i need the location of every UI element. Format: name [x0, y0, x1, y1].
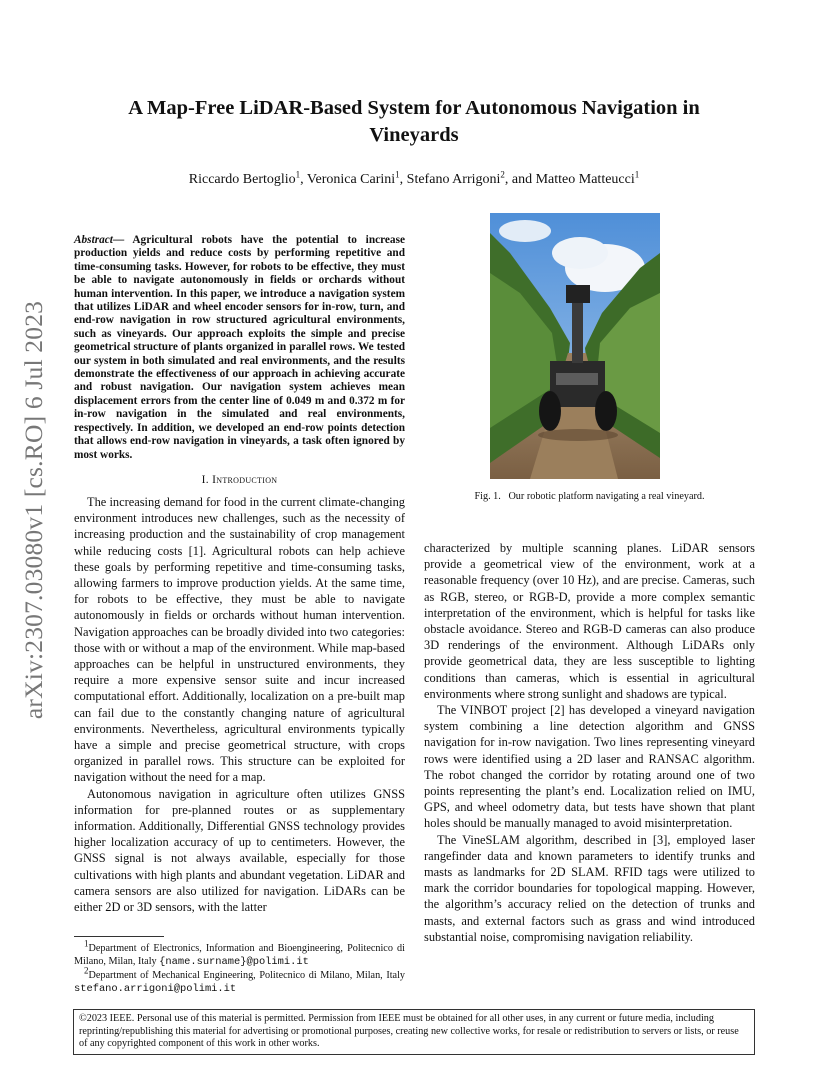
- author-name: Matteo Matteucci: [535, 172, 635, 187]
- abstract-dash: —: [112, 234, 125, 246]
- footnote: [74, 938, 405, 969]
- author-name: Veronica Carini: [306, 172, 396, 187]
- paragraph: characterized by multiple scanning planes. LiDAR sensors provide a geometrical view of the environment, work at a reasonable frequency (over 10 Hz), and are precise. Cameras, such as RGB, stereo, or RGB-D, provide a more complex semantic interpretation of the environment, which is helpful for tasks like obstacle avoidance. Stereo and RGB-D cameras can also produce 3D renderings of the environment. Although LiDARs only provide geometrical data, they are less susceptible to lighting conditions than cameras, which is essential in agricultural environments where strong sunlight and shadows are typical.: [424, 541, 755, 701]
- cloud: [499, 220, 551, 242]
- left-column-body: [74, 494, 405, 915]
- figure-vineyard-robot-photo: [490, 213, 660, 479]
- abstract-unit: m: [374, 394, 388, 407]
- abstract-value-real: 0.372: [349, 394, 375, 407]
- author-affiliation-mark: 1: [634, 169, 640, 180]
- footnote-email: {name.surname}@polimi.it: [159, 956, 309, 968]
- abstract-value-sim: 0.049: [286, 394, 312, 407]
- section-numeral: I.: [201, 474, 213, 486]
- figure-caption-text: Our robotic platform navigating a real vineyard.: [508, 491, 705, 502]
- copyright-notice: ©2023 IEEE. Personal use of this material is permitted. Permission from IEEE must be obtained for all other uses, in any current or future media, including reprinting/republishing this material for advertising or promotional purposes, creating new collective works, for resale or redistribution to servers or lists, or reuse of any copyrighted component of this work in other works.: [73, 1009, 755, 1055]
- section-heading-introduction: [74, 474, 405, 486]
- paragraph: The VineSLAM algorithm, described in [3], employed laser rangefinder data and known parameters to identify trunks and masts as landmarks for 2D SLAM. RFID tags were utilized to mark the corridor boundaries for topological mapping. However, the algorithm’s accuracy relied on the detection of trunks and masts, and external factors such as grass and wind introduced substantial noise, compromising navigation reliability.: [424, 832, 755, 944]
- author-separator: , and: [504, 172, 536, 187]
- abstract: [74, 234, 405, 462]
- robot-panel: [556, 373, 598, 385]
- footnote-text: Department of Mechanical Engineering, Politecnico di Milano, Milan, Italy: [88, 970, 405, 981]
- author-separator: ,: [300, 172, 307, 187]
- footnote-rule: [74, 936, 164, 937]
- right-column-body: [424, 540, 755, 945]
- arxiv-side-identifier: [12, 300, 56, 720]
- paragraph: Autonomous navigation in agriculture often utilizes GNSS information for pre-planned routes or as supplementary information. Additionally, Differential GNSS technology provides higher localization accuracy of up to centimeters. However, the GNSS signal is not always available, especially for those cultivations with high plants and abundant vegetation. LiDAR and camera sensors are also utilized for navigation. LiDARs can be either 2D or 3D sensors, with the latter: [74, 786, 405, 915]
- author-list: [90, 170, 738, 190]
- robot-sensor-head: [566, 285, 590, 303]
- footnotes: [74, 938, 405, 996]
- author-affiliation-mark: 1: [395, 169, 400, 180]
- robot-wheel-right: [595, 391, 617, 431]
- footnote-text: Department of Electronics, Information and Bioengineering, Politecnico di Milano, Milan, Italy: [74, 943, 405, 967]
- footnote-mark: 2: [84, 965, 89, 976]
- arxiv-id-text: arXiv:2307.03080v1 [cs.RO] 6 Jul 2023: [19, 300, 48, 720]
- abstract-text: and: [324, 394, 350, 407]
- footnote-email: stefano.arrigoni@polimi.it: [74, 983, 237, 995]
- robot-wheel-left: [539, 391, 561, 431]
- author-name: Riccardo Bertoglio: [188, 172, 296, 187]
- section-name: Introduction: [212, 474, 278, 486]
- author-name: Stefano Arrigoni: [406, 172, 501, 187]
- abstract-lead: Abstract: [74, 234, 113, 246]
- footnote: [74, 965, 405, 996]
- abstract-text: Agricultural robots have the potential to increase production yields and reduce costs by performing repetitive and time-consuming tasks. However, for robots to be effective, they must be able to navigate autonomously in fields or orchards without human intervention. In this paper, we introduce a navigation system that utilizes LiDAR and wheel encoder sensors for in-row, turn, and end-row navigation in row structured agricultural environments, such as vineyards. Our approach exploits the simple and precise geometrical structure of plants organized in parallel rows. We tested our system in both simulated and real environments, and the results demonstrate the effectiveness of our approach in achieving accurate and robust navigation. Our navigation system achieves mean displacement errors from the center line of: [74, 234, 405, 407]
- cloud: [552, 237, 608, 269]
- figure-caption-label: Fig. 1.: [474, 491, 501, 502]
- robot-shadow: [538, 429, 618, 441]
- figure-caption: [424, 491, 755, 502]
- footnote-mark: 1: [84, 938, 89, 949]
- author-affiliation-mark: 2: [500, 169, 505, 180]
- paragraph: The increasing demand for food in the current climate-changing environment introduces new challenges, such as the necessity of increasing production and the sustainability of crop management while reducing costs [1]. Agricultural robots can help achieve these goals by performing repetitive and time-consuming tasks, allowing farmers to improve production yields. At the same time, for robots to be effective, they must be able to navigate autonomously in fields or orchards without human intervention. Navigation approaches can be broadly divided into two categories: those with or without a map of the environment. While map-based approaches can be helpful in unstructured environments, they require a more expensive sensor suite and incur increased computational effort. Additionally, localization on a pre-built map can fail due to the constantly changing nature of agricultural environments. Nevertheless, agricultural environments typically have a simple and precise geometrical structure, with crops organized in parallel rows. This structure can be exploited for navigation without the need for a map.: [74, 495, 405, 785]
- paper-title: A Map-Free LiDAR-Based System for Autonomous Navigation in Vineyards: [128, 97, 700, 146]
- author-affiliation-mark: 1: [295, 169, 301, 180]
- paragraph: The VINBOT project [2] has developed a vineyard navigation system combining a line detection algorithm and GNSS navigation for in-row navigation. Two lines representing vineyard rows were identified using a 2D laser and RANSAC algorithm. The robot changed the corridor by rotating around one of two points representing the plant’s end. Localization relied on IMU, GPS, and wheel odometry data, but tests have shown that plant holes should be manually managed to avoid misinterpretation.: [424, 703, 755, 831]
- abstract-unit: m: [311, 394, 325, 407]
- author-separator: ,: [399, 172, 407, 187]
- abstract-text: for in-row navigation in the simulated and real environments, respectively. In addition, we developed an end-row points detection that allows end-row navigation in vineyards, a task often ignored by most works.: [74, 394, 405, 461]
